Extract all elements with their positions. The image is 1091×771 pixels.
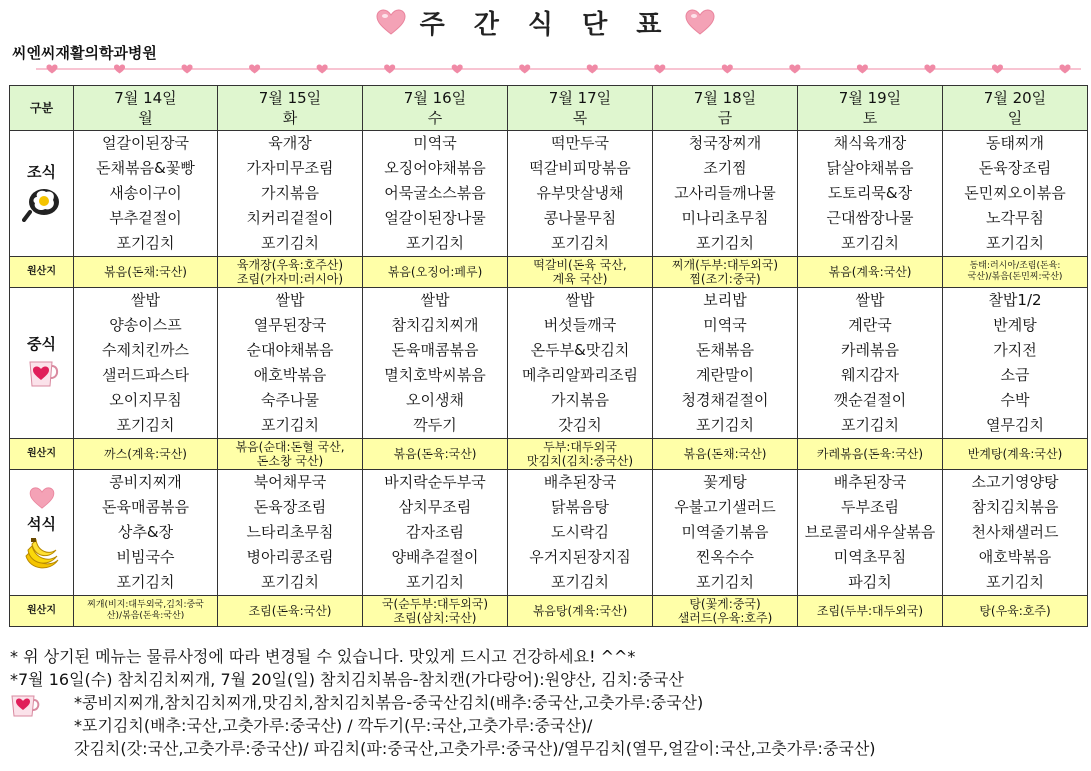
- origin-cell: [74, 439, 218, 470]
- menu-item: 포기김치: [696, 234, 754, 252]
- menu-item: 콩나물무침: [543, 209, 617, 227]
- menu-cell: [798, 470, 943, 596]
- menu-item: 포기김치: [986, 573, 1044, 591]
- menu-item: 버섯들깨국: [543, 316, 617, 334]
- note-line: *7월 16일(수) 참치김치찌개, 7월 20일(일) 참치김치볶음-참치캔(가다랑어):원양산, 김치:중국산: [10, 670, 684, 689]
- origin-text: 찜(조기:중국): [689, 272, 761, 286]
- origin-cell: [363, 257, 508, 288]
- origin-text: 까스(계육:국산): [104, 447, 187, 461]
- note-line: * 위 상기된 메뉴는 물류사정에 따라 변경될 수 있습니다. 맛있게 드시고 건강하세요! ^^*: [10, 647, 636, 666]
- menu-cell: [74, 131, 218, 257]
- menu-item: 감자조림: [406, 523, 464, 541]
- origin-cell: [363, 596, 508, 627]
- menu-item: 파김치: [848, 573, 892, 591]
- meal-label-text: 석식: [27, 515, 56, 533]
- origin-label: 원산지: [10, 596, 74, 627]
- menu-item: 찐옥수수: [696, 548, 754, 566]
- origin-row: [10, 439, 1088, 470]
- heart-divider: [36, 64, 1081, 74]
- menu-item: 청경채겉절이: [681, 391, 769, 409]
- menu-item: 미역국: [413, 134, 457, 152]
- divider-heart-icon: [519, 65, 530, 74]
- menu-item: 보리밥: [703, 291, 747, 309]
- menu-item: 포기김치: [841, 416, 899, 434]
- divider-heart-icon: [789, 65, 800, 74]
- menu-item: 포기김치: [261, 416, 319, 434]
- menu-item: 육개장: [268, 134, 312, 152]
- divider-heart-icon: [587, 65, 598, 74]
- menu-item: 오이생채: [406, 391, 464, 409]
- menu-item: 포기김치: [116, 573, 175, 591]
- menu-item: 청국장찌개: [688, 134, 762, 152]
- divider-heart-icon: [924, 65, 935, 74]
- meal-label: [10, 470, 74, 596]
- menu-item: 수제치킨까스: [102, 341, 189, 359]
- menu-cell: [363, 131, 508, 257]
- origin-text: 볶음(계육:국산): [828, 265, 912, 279]
- menu-item: 계란말이: [696, 366, 754, 384]
- origin-text: 두부:대두외국: [543, 440, 617, 454]
- divider-heart-icon: [317, 65, 328, 74]
- origin-row: [10, 596, 1088, 627]
- divider-heart-icon: [992, 65, 1003, 74]
- origin-cell: [798, 439, 943, 470]
- menu-item: 쌀밥: [275, 291, 305, 309]
- origin-text: 볶음(돈채:국산): [683, 447, 767, 461]
- menu-item: 포기김치: [261, 234, 319, 252]
- origin-text: 돈소창 국산): [256, 454, 324, 468]
- menu-cell: [508, 470, 653, 596]
- menu-item: 미역줄기볶음: [681, 523, 769, 541]
- hospital-name: 씨엔씨재활의학과병원: [12, 44, 157, 62]
- menu-item: 떡갈비피망볶음: [529, 159, 631, 177]
- menu-item: 조기찜: [703, 159, 747, 177]
- note-line: *콩비지찌개,참치김치찌개,맛김치,참치김치볶음-중국산김치(배추:중국산,고춧가루:중국산): [74, 693, 704, 712]
- menu-item: 포기김치: [551, 234, 609, 252]
- menu-item: 포기김치: [406, 573, 464, 591]
- notes-section: [10, 645, 1085, 760]
- menu-item: 포기김치: [116, 234, 175, 252]
- origin-cell: [218, 257, 363, 288]
- menu-cell: [218, 470, 363, 596]
- note-line: 갓김치(갓:국산,고춧가루:중국산)/ 파김치(파:중국산,고춧가루:중국산)/열무김치(열무,얼갈이:국산,고춧가루:중국산): [74, 739, 876, 758]
- menu-item: 가지볶음: [551, 391, 609, 409]
- menu-item: 돈채볶음&꽃빵: [96, 159, 195, 177]
- menu-item: 메추리알꽈리조림: [522, 366, 638, 384]
- menu-item: 콩비지찌개: [109, 473, 182, 491]
- menu-cell: [508, 131, 653, 257]
- menu-item: 우거지된장지짐: [529, 548, 631, 566]
- origin-cell: [943, 439, 1088, 470]
- meal-label-text: 중식: [27, 334, 56, 353]
- menu-item: 천사채샐러드: [971, 523, 1059, 541]
- meal-label-text: 조식: [27, 163, 56, 181]
- menu-item: 고사리들깨나물: [674, 184, 776, 202]
- menu-item: 닭볶음탕: [551, 498, 609, 516]
- origin-cell: [218, 439, 363, 470]
- divider-heart-icon: [654, 65, 665, 74]
- divider-heart-icon: [182, 65, 193, 74]
- menu-item: 포기김치: [116, 416, 175, 434]
- menu-item: 채식육개장: [833, 134, 907, 152]
- menu-cell: [363, 470, 508, 596]
- origin-row: [10, 257, 1088, 288]
- origin-cell: [798, 257, 943, 288]
- menu-item: 쌀밥: [565, 291, 595, 309]
- day-header: 7월 20일 일: [943, 86, 1088, 131]
- menu-item: 참치김치볶음: [971, 498, 1059, 516]
- origin-text: 산)/볶음(돈육:국산): [106, 611, 185, 621]
- menu-cell: [653, 131, 798, 257]
- menu-item: 포기김치: [696, 416, 754, 434]
- cup-heart-icon: [22, 354, 62, 394]
- origin-text: 카레볶음(돈육:국산): [816, 447, 924, 461]
- menu-cell: [218, 288, 363, 439]
- origin-text: 반계탕(계육:국산): [967, 447, 1063, 461]
- menu-item: 어묵굴소스볶음: [384, 184, 486, 202]
- origin-text: 찌개(비지:대두외국,김치:중국: [87, 600, 204, 610]
- menu-item: 깻순겉절이: [833, 391, 907, 409]
- menu-item: 애호박볶음: [253, 366, 327, 384]
- menu-item: 오이지무침: [109, 391, 182, 409]
- menu-item: 갓김치: [558, 416, 602, 434]
- origin-text: 동태:러시아/조림(돈육:: [969, 261, 1061, 271]
- menu-item: 가지전: [993, 341, 1037, 359]
- origin-text: 탕(꽃게:중국): [689, 597, 761, 611]
- menu-item: 순대야채볶음: [246, 341, 334, 359]
- origin-text: 국(순두부:대두외국): [381, 597, 489, 611]
- menu-cell: [74, 470, 218, 596]
- menu-item: 양송이스프: [109, 316, 182, 334]
- day-header: 7월 15일 화: [218, 86, 363, 131]
- origin-text: 계육 국산): [552, 272, 608, 286]
- menu-item: 도토리묵&장: [827, 184, 913, 202]
- menu-item: 치커리겉절이: [246, 209, 334, 227]
- menu-item: 노각무침: [986, 209, 1044, 227]
- menu-item: 배추된장국: [543, 473, 617, 491]
- day-header: 7월 16일 수: [363, 86, 508, 131]
- origin-text: 국산)/볶음(돈민찌:국산): [967, 272, 1063, 282]
- origin-cell: [218, 596, 363, 627]
- meal-row: [10, 131, 1088, 257]
- menu-item: 애호박볶음: [978, 548, 1052, 566]
- origin-cell: [508, 439, 653, 470]
- menu-cell: [74, 288, 218, 439]
- menu-item: 가자미무조림: [246, 159, 334, 177]
- day-header: 7월 19일 토: [798, 86, 943, 131]
- origin-text: 볶음탕(계육:국산): [532, 604, 628, 618]
- origin-text: 볶음(돈채:국산): [104, 265, 187, 279]
- menu-cell: [798, 288, 943, 439]
- origin-cell: [363, 439, 508, 470]
- menu-item: 느타리초무침: [246, 523, 334, 541]
- weekly-menu-table: [9, 85, 1088, 627]
- menu-item: 돈민찌오이볶음: [964, 184, 1066, 202]
- menu-item: 닭살야채볶음: [826, 159, 914, 177]
- origin-cell: [74, 257, 218, 288]
- menu-item: 도시락김: [551, 523, 609, 541]
- origin-text: 조림(삼치:국산): [393, 611, 477, 625]
- origin-cell: [653, 596, 798, 627]
- menu-item: 돈육장조림: [253, 498, 327, 516]
- menu-cell: [653, 470, 798, 596]
- menu-item: 포기김치: [841, 234, 899, 252]
- heart-icon: [376, 9, 406, 35]
- menu-item: 포기김치: [261, 573, 319, 591]
- day-header: 7월 17일 목: [508, 86, 653, 131]
- origin-text: 조림(돈육:국산): [248, 604, 332, 618]
- origin-text: 육개장(우육:호주산): [236, 258, 344, 272]
- heart-icon: [685, 9, 715, 35]
- origin-text: 찌개(두부:대두외국): [671, 258, 779, 272]
- menu-item: 돈육매콤볶음: [391, 341, 479, 359]
- menu-item: 오징어야채볶음: [384, 159, 486, 177]
- menu-item: 양배추겉절이: [391, 548, 479, 566]
- menu-item: 가지볶음: [261, 184, 319, 202]
- menu-item: 동태찌개: [986, 134, 1044, 152]
- origin-text: 조림(두부:대두외국): [816, 604, 924, 618]
- menu-item: 근대쌈장나물: [826, 209, 914, 227]
- menu-item: 소금: [1000, 366, 1030, 384]
- meal-row: [10, 470, 1088, 596]
- header-row: [10, 86, 1088, 131]
- divider-heart-icon: [47, 65, 58, 74]
- menu-item: 꽃게탕: [703, 473, 747, 491]
- menu-cell: [218, 131, 363, 257]
- menu-cell: [363, 288, 508, 439]
- meal-label: [10, 131, 74, 257]
- origin-text: 탕(우육:호주): [979, 604, 1051, 618]
- origin-text: 떡갈비(돈육 국산,: [533, 258, 627, 272]
- meal-row: [10, 288, 1088, 439]
- note-line: *포기김치(배추:국산,고춧가루:중국산) / 깍두기(무:국산,고춧가루:중국산)/: [74, 716, 593, 735]
- menu-cell: [943, 470, 1088, 596]
- menu-cell: [508, 288, 653, 439]
- menu-item: 부추겉절이: [109, 209, 182, 227]
- divider-heart-icon: [857, 65, 868, 74]
- menu-item: 쌀밥: [131, 291, 160, 309]
- menu-item: 수박: [1000, 391, 1030, 409]
- menu-item: 멸치호박씨볶음: [384, 366, 486, 384]
- divider-heart-icon: [722, 65, 733, 74]
- divider-heart-icon: [249, 65, 260, 74]
- origin-label: 원산지: [10, 439, 74, 470]
- menu-item: 돈육매콤볶음: [102, 498, 189, 516]
- menu-item: 숙주나물: [261, 391, 319, 409]
- menu-item: 배추된장국: [833, 473, 907, 491]
- origin-text: 볶음(돈육:국산): [393, 447, 477, 461]
- origin-text: 볶음(오징어:페루): [387, 265, 483, 279]
- divider-heart-icon: [452, 65, 463, 74]
- origin-text: 볶음(순대:돈혈 국산,: [235, 440, 345, 454]
- menu-item: 열무된장국: [253, 316, 327, 334]
- origin-cell: [798, 596, 943, 627]
- origin-text: 조림(가자미:러시아): [236, 272, 344, 286]
- day-header: 7월 18일 금: [653, 86, 798, 131]
- origin-cell: [508, 596, 653, 627]
- menu-cell: [943, 131, 1088, 257]
- menu-item: 쌀밥: [420, 291, 450, 309]
- origin-label: 원산지: [10, 257, 74, 288]
- menu-item: 브로콜리새우살볶음: [804, 523, 936, 541]
- origin-cell: [508, 257, 653, 288]
- origin-text: 샐러드(우육:호주): [677, 611, 773, 625]
- origin-cell: [653, 257, 798, 288]
- menu-item: 유부맛살냉채: [536, 184, 624, 202]
- menu-item: 비빔국수: [116, 548, 175, 566]
- menu-item: 샐러드파스타: [102, 366, 189, 384]
- menu-item: 새송이구이: [109, 184, 182, 202]
- menu-item: 쌀밥: [855, 291, 885, 309]
- origin-cell: [74, 596, 218, 627]
- menu-cell: [798, 131, 943, 257]
- title-bar: [0, 2, 1091, 42]
- divider-heart-icon: [1060, 65, 1071, 74]
- menu-item: 포기김치: [406, 234, 464, 252]
- origin-cell: [943, 257, 1088, 288]
- day-header: 7월 14일 월: [74, 86, 218, 131]
- menu-item: 반계탕: [993, 316, 1037, 334]
- menu-item: 참치김치찌개: [391, 316, 479, 334]
- menu-item: 포기김치: [551, 573, 609, 591]
- origin-cell: [653, 439, 798, 470]
- menu-item: 웨지감자: [841, 366, 899, 384]
- menu-cell: [653, 288, 798, 439]
- meal-label: [10, 288, 74, 439]
- menu-item: 북어채무국: [253, 473, 327, 491]
- menu-item: 계란국: [848, 316, 892, 334]
- banana-icon: [22, 534, 62, 578]
- menu-item: 얼갈이된장나물: [384, 209, 486, 227]
- menu-item: 병아리콩조림: [246, 548, 334, 566]
- divider-heart-icon: [114, 65, 125, 74]
- menu-item: 얼갈이된장국: [102, 134, 189, 152]
- origin-cell: [943, 596, 1088, 627]
- egg-pan-icon: [22, 182, 62, 226]
- menu-item: 삼치무조림: [398, 498, 472, 516]
- menu-item: 돈채볶음: [696, 341, 754, 359]
- menu-item: 포기김치: [696, 573, 754, 591]
- divider-heart-icon: [384, 65, 395, 74]
- menu-item: 깍두기: [413, 416, 457, 434]
- menu-item: 카레볶음: [841, 341, 899, 359]
- menu-item: 돈육장조림: [978, 159, 1052, 177]
- menu-item: 소고기영양탕: [971, 473, 1059, 491]
- menu-item: 포기김치: [986, 234, 1044, 252]
- menu-item: 미역국: [703, 316, 747, 334]
- menu-item: 상추&장: [117, 523, 174, 541]
- menu-item: 찰밥1/2: [988, 291, 1042, 309]
- page-title: 주 간 식 단 표: [419, 9, 672, 40]
- gubun-header: 구분: [10, 86, 74, 131]
- origin-text: 맛김치(김치:중국산): [526, 454, 634, 468]
- menu-cell: [943, 288, 1088, 439]
- menu-item: 미나리초무침: [681, 209, 769, 227]
- menu-item: 떡만두국: [551, 134, 609, 152]
- menu-item: 미역초무침: [833, 548, 907, 566]
- menu-item: 우불고기샐러드: [674, 498, 776, 516]
- menu-item: 바지락순두부국: [384, 473, 486, 491]
- menu-item: 열무김치: [986, 416, 1044, 434]
- heart-icon: [29, 487, 55, 513]
- menu-item: 두부조림: [841, 498, 899, 516]
- menu-item: 온두부&맛김치: [530, 341, 630, 359]
